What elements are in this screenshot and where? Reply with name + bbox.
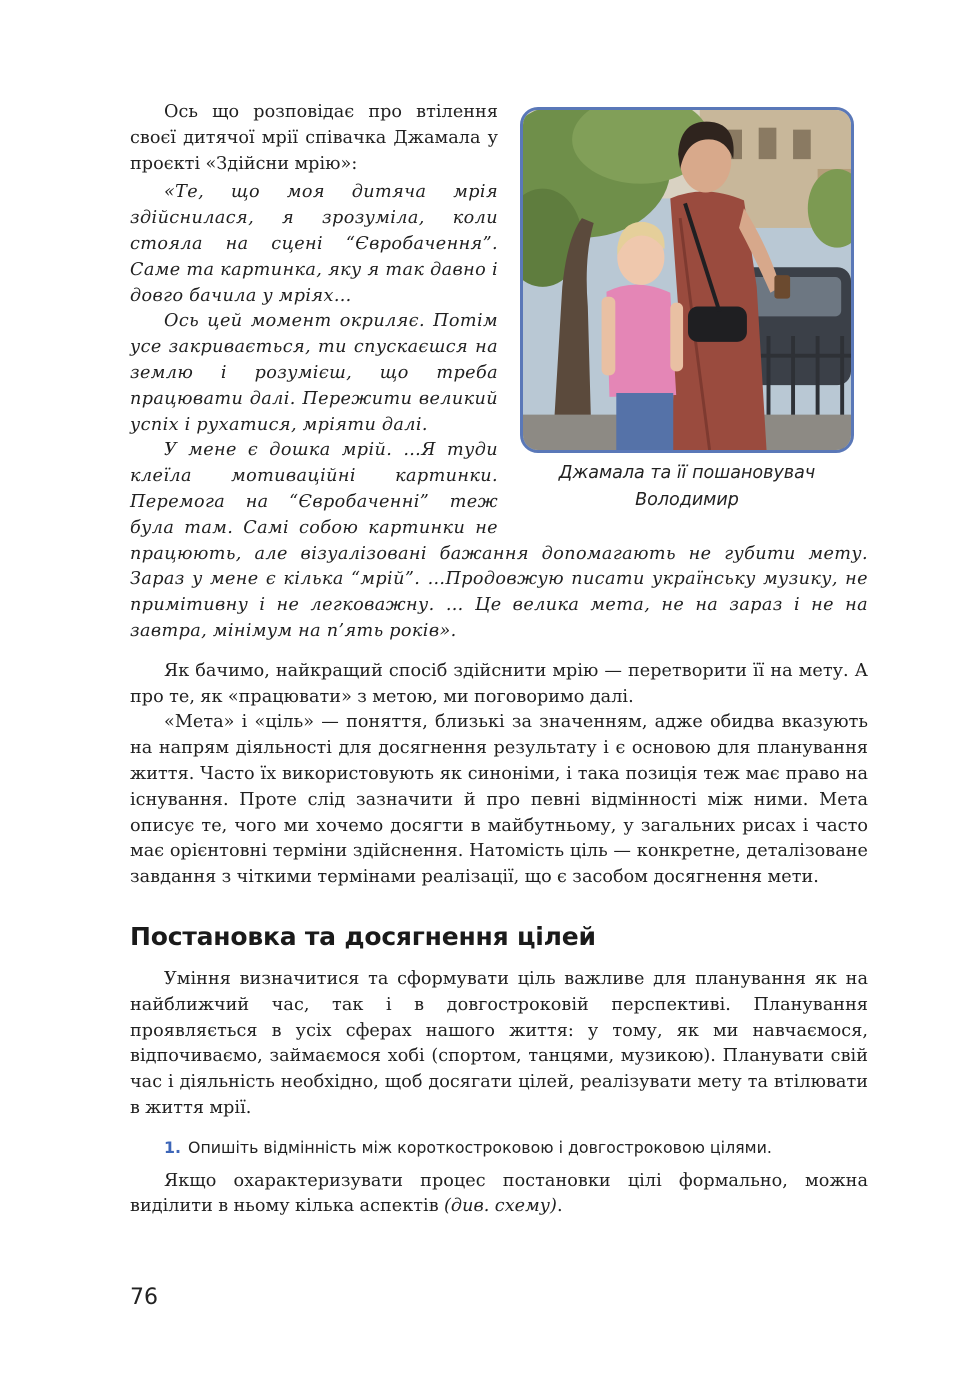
quote-paragraph-3: У мене є дошка мрій. …Я туди клеїла мотиваційні картинки. Перемога на “Євробаченні” теж була там. Самі собою картинки не працюють, але візуалізовані бажання допомагають не губити мету. Зараз у мене є кілька “мрій”. …Продовжую писати українську музику, не примітивну і не легковажну. … Це велика мета, не на зараз і не на завтра, мінімум на п’ять років». bbox=[130, 440, 868, 641]
closing-paragraph bbox=[130, 1169, 868, 1221]
task-text: Опишіть відмінність між короткостроковою і довгостроковою цілями. bbox=[188, 1137, 772, 1157]
body-paragraph-2: «Мета» і «ціль» — поняття, близькі за значенням, адже обидва вказують на напрям діяльності для досягнення результату і є основою для планування життя. Часто їх використовують як синоніми, і така позиція теж має право на існування. Проте слід зазначити й про певні відмінності між ними. Мета описує те, чого ми хочемо досягти в майбутньому, у загальних рисах і часто має орієнтовні терміни здійснення. Натомість ціль — конкретне, деталізоване завдання з чіткими термінами реалізації, що є засобом досягнення мети. bbox=[130, 712, 868, 888]
quote-paragraph-1: «Те, що моя дитяча мрія здійснилася, я зрозуміла, коли стояла на сцені “Євробачення”. Саме та картинка, яку я так давно і довго бачила у мріях… bbox=[130, 182, 498, 306]
photo-caption bbox=[520, 460, 854, 514]
photo-illustration bbox=[523, 110, 851, 450]
photo-jamala-with-fan bbox=[520, 107, 854, 453]
closing-reference: (див. схему) bbox=[444, 1196, 557, 1217]
caption-line-2: Володимир bbox=[635, 490, 739, 510]
closing-end: . bbox=[556, 1196, 563, 1217]
section-paragraph: Уміння визначитися та сформувати ціль важливе для планування як на найближчий час, так і в довгостроковій перспективі. Планування проявляється в усіх сферах нашого життя: у тому, як ми навчаємося, відпочиваємо, займаємося хобі (спортом, танцями, музикою). Планувати свій час і діяльність необхідно, щоб досягати цілей, реалізувати мету та втілювати в життя мрії. bbox=[130, 968, 868, 1118]
closing-text: Якщо охарактеризувати процес постановки цілі формально, можна виділити в ньому кілька аспектів bbox=[130, 1170, 868, 1217]
task-number: 1. bbox=[164, 1137, 181, 1157]
task-item bbox=[164, 1136, 868, 1160]
photo-figure bbox=[520, 107, 868, 514]
page-content bbox=[130, 100, 868, 1220]
section-heading: Постановка та досягнення цілей bbox=[130, 921, 596, 951]
caption-line-1: Джамала та її пошановувач bbox=[558, 463, 816, 483]
quote-paragraph-2: Ось цей момент окриляє. Потім усе закривається, ти спускаєшся на землю і розумієш, що треба працювати далі. Пережити великий успіх і рухатися, мріяти далі. bbox=[130, 311, 498, 435]
body-paragraph-1: Як бачимо, найкращий спосіб здійснити мрію — перетворити її на мету. А про те, як «працювати» з метою, ми поговоримо далі. bbox=[130, 660, 868, 707]
intro-paragraph: Ось що розповідає про втілення своєї дитячої мрії співачка Джамала у проєкті «Здійсни мрію»: bbox=[130, 102, 498, 174]
page-number: 76 bbox=[130, 1285, 158, 1310]
